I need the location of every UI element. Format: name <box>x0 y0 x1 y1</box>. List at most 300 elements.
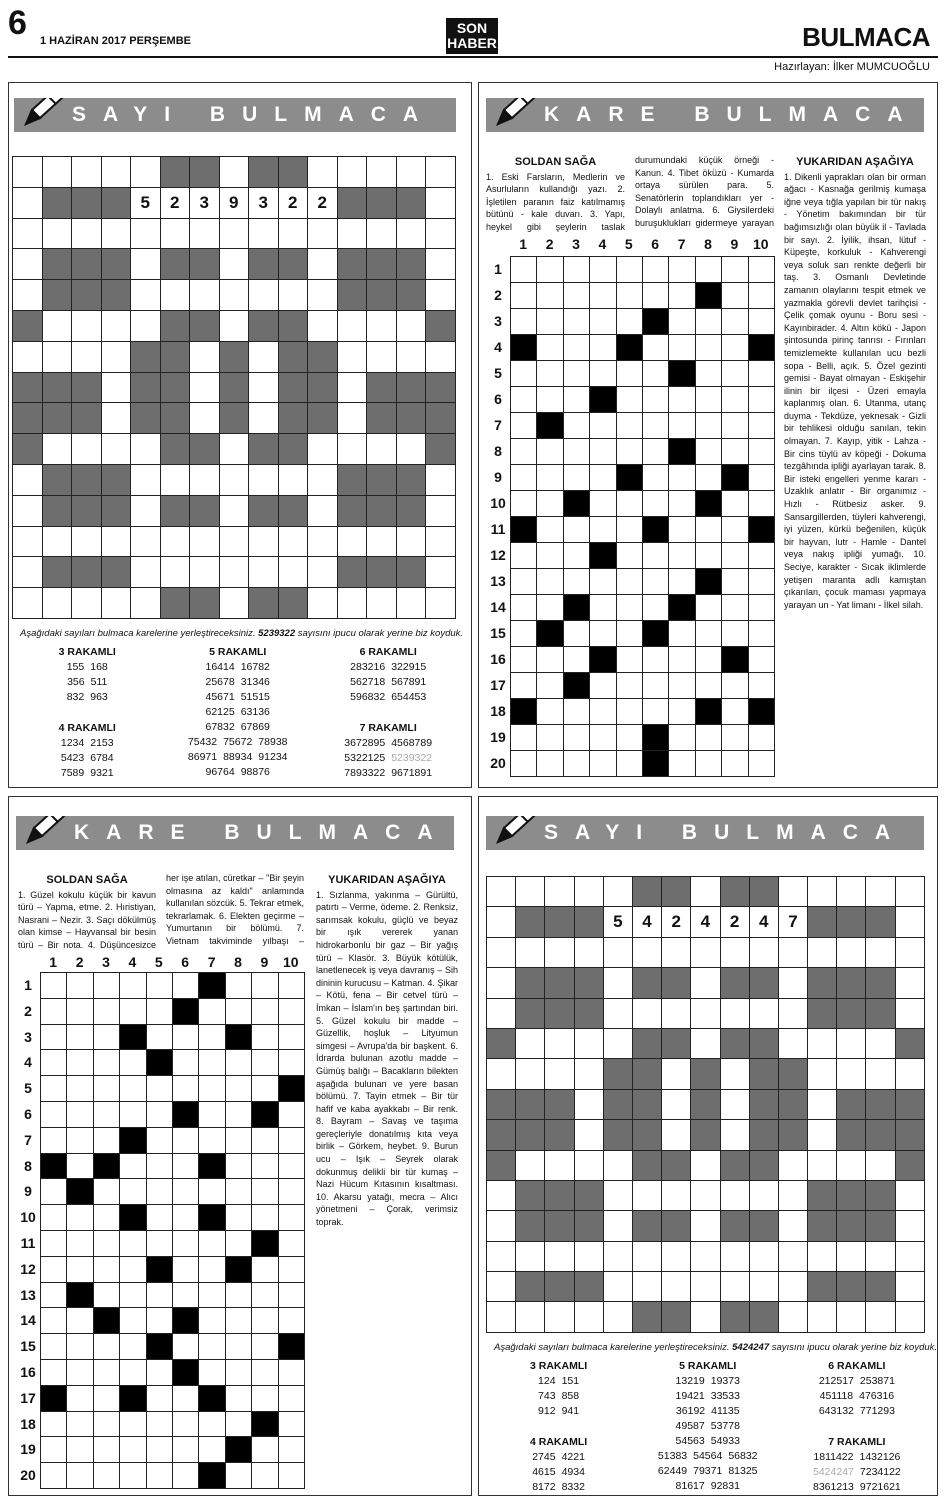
grid-cell[interactable]: 4 <box>633 907 662 937</box>
grid-cell[interactable] <box>190 373 220 404</box>
grid-cell[interactable] <box>41 1334 67 1360</box>
grid-cell[interactable] <box>590 309 616 335</box>
grid-cell[interactable]: 5 <box>131 188 161 219</box>
grid-cell[interactable]: 3 <box>190 188 220 219</box>
grid-cell[interactable] <box>120 1257 146 1283</box>
grid-cell[interactable] <box>749 257 775 283</box>
grid-cell[interactable] <box>199 1360 225 1386</box>
grid-cell[interactable] <box>590 283 616 309</box>
grid-cell[interactable] <box>749 751 775 777</box>
grid-cell[interactable] <box>41 1463 67 1489</box>
grid-cell[interactable] <box>67 1257 93 1283</box>
grid-cell[interactable] <box>808 1151 837 1181</box>
grid-cell[interactable] <box>173 1205 199 1231</box>
grid-cell[interactable] <box>590 751 616 777</box>
grid-cell[interactable] <box>779 877 808 907</box>
grid-cell[interactable] <box>633 1242 662 1272</box>
grid-cell[interactable] <box>722 257 748 283</box>
grid-cell[interactable] <box>590 465 616 491</box>
grid-cell[interactable] <box>173 973 199 999</box>
grid-cell[interactable] <box>43 342 73 373</box>
grid-cell[interactable] <box>120 1050 146 1076</box>
grid-cell[interactable] <box>545 1302 574 1332</box>
grid-cell[interactable] <box>696 621 722 647</box>
grid-cell[interactable] <box>252 1386 278 1412</box>
grid-cell[interactable] <box>131 588 161 619</box>
grid-cell[interactable] <box>161 557 191 588</box>
grid-cell[interactable] <box>516 1151 545 1181</box>
grid-cell[interactable] <box>102 588 132 619</box>
grid-cell[interactable] <box>896 877 925 907</box>
grid-cell[interactable] <box>617 725 643 751</box>
grid-cell[interactable] <box>147 1025 173 1051</box>
grid-cell[interactable] <box>147 1463 173 1489</box>
grid-cell[interactable] <box>94 1437 120 1463</box>
grid-cell[interactable] <box>564 647 590 673</box>
grid-cell[interactable] <box>43 219 73 250</box>
grid-cell[interactable] <box>575 1302 604 1332</box>
grid-cell[interactable] <box>147 1437 173 1463</box>
grid-cell[interactable] <box>120 1437 146 1463</box>
grid-cell[interactable] <box>749 361 775 387</box>
grid-cell[interactable] <box>808 1059 837 1089</box>
grid-cell[interactable] <box>564 725 590 751</box>
grid-cell[interactable] <box>575 1120 604 1150</box>
grid-cell[interactable]: 4 <box>750 907 779 937</box>
grid-cell[interactable] <box>13 342 43 373</box>
grid-cell[interactable] <box>173 1231 199 1257</box>
grid-cell[interactable] <box>669 413 695 439</box>
grid-cell[interactable] <box>367 342 397 373</box>
grid-cell[interactable] <box>173 1076 199 1102</box>
grid-cell[interactable] <box>13 249 43 280</box>
grid-cell[interactable] <box>866 1029 895 1059</box>
grid-cell[interactable] <box>199 1283 225 1309</box>
grid-cell[interactable] <box>779 938 808 968</box>
grid-cell[interactable] <box>252 973 278 999</box>
grid-cell[interactable] <box>696 595 722 621</box>
grid-cell[interactable] <box>226 1102 252 1128</box>
grid-cell[interactable] <box>308 527 338 558</box>
grid-cell[interactable] <box>537 465 563 491</box>
grid-cell[interactable] <box>564 751 590 777</box>
grid-cell[interactable] <box>779 999 808 1029</box>
grid-cell[interactable] <box>279 527 309 558</box>
grid-cell[interactable] <box>808 1090 837 1120</box>
grid-cell[interactable] <box>511 595 537 621</box>
grid-cell[interactable] <box>220 557 250 588</box>
grid-cell[interactable] <box>120 973 146 999</box>
grid-cell[interactable] <box>837 1302 866 1332</box>
grid-cell[interactable] <box>749 413 775 439</box>
grid-cell[interactable] <box>564 621 590 647</box>
grid-cell[interactable] <box>249 557 279 588</box>
grid-cell[interactable] <box>161 280 191 311</box>
grid-cell[interactable] <box>669 647 695 673</box>
grid-cell[interactable] <box>722 361 748 387</box>
grid-cell[interactable] <box>896 968 925 998</box>
grid-cell[interactable] <box>220 311 250 342</box>
grid-cell[interactable] <box>643 595 669 621</box>
grid-cell[interactable] <box>662 1272 691 1302</box>
grid-cell[interactable] <box>94 1360 120 1386</box>
grid-cell[interactable] <box>545 1151 574 1181</box>
grid-cell[interactable] <box>749 387 775 413</box>
grid-cell[interactable] <box>252 1283 278 1309</box>
grid-cell[interactable] <box>837 1242 866 1272</box>
grid-cell[interactable] <box>308 249 338 280</box>
grid-cell[interactable] <box>13 527 43 558</box>
grid-cell[interactable] <box>13 280 43 311</box>
grid-cell[interactable] <box>190 219 220 250</box>
grid-cell[interactable] <box>537 387 563 413</box>
grid-cell[interactable] <box>691 877 720 907</box>
grid-cell[interactable] <box>173 1283 199 1309</box>
grid-cell[interactable] <box>279 1231 305 1257</box>
grid-cell[interactable] <box>120 1283 146 1309</box>
grid-cell[interactable] <box>220 527 250 558</box>
grid-cell[interactable] <box>722 309 748 335</box>
grid-cell[interactable] <box>226 1308 252 1334</box>
grid-cell[interactable] <box>67 1412 93 1438</box>
grid-cell[interactable] <box>749 309 775 335</box>
grid-cell[interactable] <box>691 1302 720 1332</box>
grid-cell[interactable] <box>226 1205 252 1231</box>
grid-cell[interactable] <box>721 999 750 1029</box>
grid-cell[interactable] <box>487 1211 516 1241</box>
grid-cell[interactable] <box>669 699 695 725</box>
grid-cell[interactable] <box>750 1181 779 1211</box>
grid-cell[interactable] <box>575 1242 604 1272</box>
grid-cell[interactable] <box>94 1050 120 1076</box>
grid-cell[interactable] <box>67 973 93 999</box>
grid-cell[interactable] <box>511 673 537 699</box>
grid-cell[interactable] <box>279 1412 305 1438</box>
grid-cell[interactable] <box>750 938 779 968</box>
grid-cell[interactable] <box>279 973 305 999</box>
grid-cell[interactable] <box>338 342 368 373</box>
grid-cell[interactable] <box>43 311 73 342</box>
grid-cell[interactable] <box>808 1302 837 1332</box>
grid-cell[interactable] <box>511 387 537 413</box>
grid-cell[interactable] <box>426 527 456 558</box>
grid-cell[interactable] <box>220 588 250 619</box>
grid-cell[interactable] <box>41 1205 67 1231</box>
grid-cell[interactable] <box>545 1059 574 1089</box>
grid-cell[interactable] <box>722 751 748 777</box>
grid-cell[interactable] <box>226 1283 252 1309</box>
grid-cell[interactable] <box>102 403 132 434</box>
grid-cell[interactable] <box>669 465 695 491</box>
grid-cell[interactable] <box>749 621 775 647</box>
grid-cell[interactable] <box>633 1272 662 1302</box>
grid-cell[interactable] <box>866 877 895 907</box>
grid-cell[interactable] <box>67 999 93 1025</box>
grid-cell[interactable] <box>173 1334 199 1360</box>
grid-cell[interactable] <box>575 938 604 968</box>
grid-cell[interactable] <box>537 595 563 621</box>
grid-cell[interactable]: 2 <box>662 907 691 937</box>
grid-cell[interactable] <box>226 1360 252 1386</box>
grid-cell[interactable] <box>120 999 146 1025</box>
grid-cell[interactable] <box>604 968 633 998</box>
grid-cell[interactable] <box>173 1257 199 1283</box>
grid-cell[interactable] <box>131 249 161 280</box>
grid-cell[interactable] <box>617 569 643 595</box>
grid-cell[interactable] <box>226 1179 252 1205</box>
grid-cell[interactable] <box>199 1437 225 1463</box>
grid-cell[interactable] <box>252 1463 278 1489</box>
grid-cell[interactable] <box>590 335 616 361</box>
grid-cell[interactable]: 3 <box>249 188 279 219</box>
grid-cell[interactable] <box>199 1179 225 1205</box>
grid-cell[interactable] <box>633 999 662 1029</box>
grid-cell[interactable] <box>43 588 73 619</box>
grid-cell[interactable] <box>669 569 695 595</box>
grid-cell[interactable]: 2 <box>279 188 309 219</box>
grid-cell[interactable] <box>511 309 537 335</box>
grid-cell[interactable] <box>590 491 616 517</box>
grid-cell[interactable] <box>590 699 616 725</box>
grid-cell[interactable] <box>102 157 132 188</box>
grid-cell[interactable] <box>722 491 748 517</box>
grid-cell[interactable] <box>67 1102 93 1128</box>
grid-cell[interactable] <box>633 938 662 968</box>
grid-cell[interactable] <box>120 1463 146 1489</box>
grid-cell[interactable] <box>131 557 161 588</box>
grid-cell[interactable] <box>696 673 722 699</box>
grid-cell[interactable] <box>487 968 516 998</box>
grid-cell[interactable] <box>721 938 750 968</box>
grid-cell[interactable] <box>617 595 643 621</box>
grid-cell[interactable] <box>662 1059 691 1089</box>
grid-cell[interactable] <box>367 527 397 558</box>
grid-cell[interactable] <box>308 465 338 496</box>
grid-cell[interactable] <box>537 725 563 751</box>
grid-cell[interactable] <box>426 465 456 496</box>
grid-cell[interactable] <box>252 1257 278 1283</box>
grid-cell[interactable] <box>837 1151 866 1181</box>
grid-cell[interactable] <box>749 543 775 569</box>
grid-cell[interactable] <box>120 1308 146 1334</box>
grid-cell[interactable] <box>308 311 338 342</box>
grid-cell[interactable] <box>94 1128 120 1154</box>
grid-cell[interactable] <box>604 1029 633 1059</box>
grid-cell[interactable] <box>779 1211 808 1241</box>
grid-cell[interactable] <box>199 1076 225 1102</box>
grid-cell[interactable] <box>147 1360 173 1386</box>
grid-cell[interactable] <box>691 1151 720 1181</box>
grid-cell[interactable] <box>41 1412 67 1438</box>
grid-cell[interactable] <box>617 257 643 283</box>
grid-cell[interactable] <box>279 1025 305 1051</box>
grid-cell[interactable] <box>67 1154 93 1180</box>
grid-cell[interactable] <box>226 999 252 1025</box>
grid-cell[interactable] <box>590 673 616 699</box>
grid-cell[interactable] <box>749 673 775 699</box>
grid-cell[interactable] <box>617 309 643 335</box>
grid-cell[interactable]: 7 <box>779 907 808 937</box>
grid-cell[interactable] <box>537 699 563 725</box>
grid-cell[interactable] <box>643 361 669 387</box>
grid-cell[interactable] <box>173 1179 199 1205</box>
grid-cell[interactable] <box>564 543 590 569</box>
grid-cell[interactable] <box>279 280 309 311</box>
grid-cell[interactable] <box>190 557 220 588</box>
grid-cell[interactable] <box>516 1242 545 1272</box>
grid-cell[interactable] <box>252 1334 278 1360</box>
grid-cell[interactable] <box>722 517 748 543</box>
grid-cell[interactable] <box>249 280 279 311</box>
grid-cell[interactable] <box>669 725 695 751</box>
grid-cell[interactable] <box>279 1050 305 1076</box>
grid-cell[interactable] <box>279 1463 305 1489</box>
grid-cell[interactable] <box>367 157 397 188</box>
grid-cell[interactable] <box>279 219 309 250</box>
grid-cell[interactable] <box>220 496 250 527</box>
grid-cell[interactable] <box>487 877 516 907</box>
grid-cell[interactable] <box>252 1205 278 1231</box>
grid-cell[interactable] <box>161 465 191 496</box>
grid-cell[interactable] <box>147 973 173 999</box>
grid-cell[interactable] <box>41 1025 67 1051</box>
grid-cell[interactable] <box>338 219 368 250</box>
grid-cell[interactable] <box>226 1386 252 1412</box>
grid-cell[interactable] <box>397 434 427 465</box>
grid-cell[interactable] <box>643 491 669 517</box>
grid-cell[interactable] <box>564 361 590 387</box>
grid-cell[interactable] <box>72 157 102 188</box>
grid-cell[interactable] <box>249 465 279 496</box>
grid-cell[interactable] <box>199 1128 225 1154</box>
grid-cell[interactable] <box>338 311 368 342</box>
grid-cell[interactable] <box>94 1025 120 1051</box>
grid-cell[interactable] <box>199 1334 225 1360</box>
grid-cell[interactable] <box>120 1154 146 1180</box>
grid-cell[interactable] <box>13 496 43 527</box>
grid-cell[interactable] <box>511 621 537 647</box>
grid-cell[interactable] <box>643 699 669 725</box>
grid-cell[interactable] <box>226 1334 252 1360</box>
grid-cell[interactable] <box>537 751 563 777</box>
grid-cell[interactable] <box>487 938 516 968</box>
grid-cell[interactable] <box>279 1154 305 1180</box>
grid-cell[interactable] <box>721 1242 750 1272</box>
grid-cell[interactable] <box>662 1090 691 1120</box>
grid-cell[interactable] <box>590 361 616 387</box>
grid-cell[interactable] <box>367 434 397 465</box>
grid-cell[interactable] <box>617 673 643 699</box>
grid-cell[interactable] <box>94 1257 120 1283</box>
grid-cell[interactable] <box>199 1231 225 1257</box>
grid-cell[interactable] <box>691 1242 720 1272</box>
grid-cell[interactable] <box>721 1059 750 1089</box>
grid-cell[interactable] <box>94 1102 120 1128</box>
grid-cell[interactable] <box>173 1412 199 1438</box>
grid-cell[interactable] <box>279 465 309 496</box>
grid-cell[interactable] <box>308 588 338 619</box>
grid-cell[interactable] <box>338 588 368 619</box>
grid-cell[interactable] <box>722 725 748 751</box>
grid-cell[interactable] <box>604 1211 633 1241</box>
grid-cell[interactable] <box>94 1076 120 1102</box>
grid-cell[interactable]: 5 <box>604 907 633 937</box>
grid-cell[interactable] <box>696 413 722 439</box>
grid-cell[interactable] <box>545 938 574 968</box>
grid-cell[interactable] <box>338 373 368 404</box>
grid-cell[interactable] <box>604 1151 633 1181</box>
grid-cell[interactable] <box>545 1029 574 1059</box>
grid-cell[interactable] <box>199 1102 225 1128</box>
grid-cell[interactable] <box>252 1179 278 1205</box>
grid-cell[interactable] <box>252 1025 278 1051</box>
grid-cell[interactable] <box>173 1128 199 1154</box>
grid-cell[interactable] <box>147 1102 173 1128</box>
grid-cell[interactable]: 4 <box>691 907 720 937</box>
grid-cell[interactable] <box>252 1128 278 1154</box>
grid-cell[interactable] <box>487 907 516 937</box>
grid-cell[interactable] <box>94 973 120 999</box>
grid-cell[interactable] <box>662 1181 691 1211</box>
grid-cell[interactable] <box>226 1412 252 1438</box>
grid-cell[interactable] <box>643 569 669 595</box>
grid-cell[interactable] <box>866 1151 895 1181</box>
grid-cell[interactable] <box>722 387 748 413</box>
grid-cell[interactable] <box>94 1334 120 1360</box>
grid-cell[interactable] <box>779 1302 808 1332</box>
grid-cell[interactable] <box>72 588 102 619</box>
grid-cell[interactable] <box>722 699 748 725</box>
grid-cell[interactable] <box>173 1025 199 1051</box>
grid-cell[interactable] <box>120 1076 146 1102</box>
grid-cell[interactable] <box>367 588 397 619</box>
grid-cell[interactable] <box>173 1386 199 1412</box>
grid-cell[interactable] <box>252 1154 278 1180</box>
grid-cell[interactable] <box>837 1059 866 1089</box>
grid-cell[interactable] <box>102 311 132 342</box>
grid-cell[interactable] <box>308 280 338 311</box>
grid-cell[interactable] <box>279 1179 305 1205</box>
grid-cell[interactable] <box>617 751 643 777</box>
grid-cell[interactable] <box>226 1076 252 1102</box>
grid-cell[interactable] <box>721 1181 750 1211</box>
grid-cell[interactable] <box>721 1090 750 1120</box>
grid-cell[interactable] <box>669 283 695 309</box>
grid-cell[interactable] <box>226 1050 252 1076</box>
grid-cell[interactable] <box>537 569 563 595</box>
grid-cell[interactable] <box>72 219 102 250</box>
grid-cell[interactable] <box>226 1128 252 1154</box>
grid-cell[interactable] <box>72 342 102 373</box>
grid-cell[interactable] <box>397 527 427 558</box>
grid-cell[interactable] <box>338 527 368 558</box>
grid-cell[interactable] <box>643 413 669 439</box>
grid-cell[interactable] <box>426 280 456 311</box>
grid-cell[interactable] <box>173 1463 199 1489</box>
grid-cell[interactable] <box>662 1242 691 1272</box>
grid-cell[interactable] <box>279 1128 305 1154</box>
grid-cell[interactable] <box>779 968 808 998</box>
grid-cell[interactable] <box>120 1360 146 1386</box>
grid-cell[interactable] <box>426 219 456 250</box>
grid-cell[interactable] <box>590 621 616 647</box>
grid-cell[interactable] <box>94 1463 120 1489</box>
grid-cell[interactable] <box>147 1179 173 1205</box>
grid-cell[interactable] <box>604 938 633 968</box>
grid-cell[interactable] <box>72 434 102 465</box>
grid-cell[interactable] <box>537 283 563 309</box>
grid-cell[interactable] <box>808 877 837 907</box>
